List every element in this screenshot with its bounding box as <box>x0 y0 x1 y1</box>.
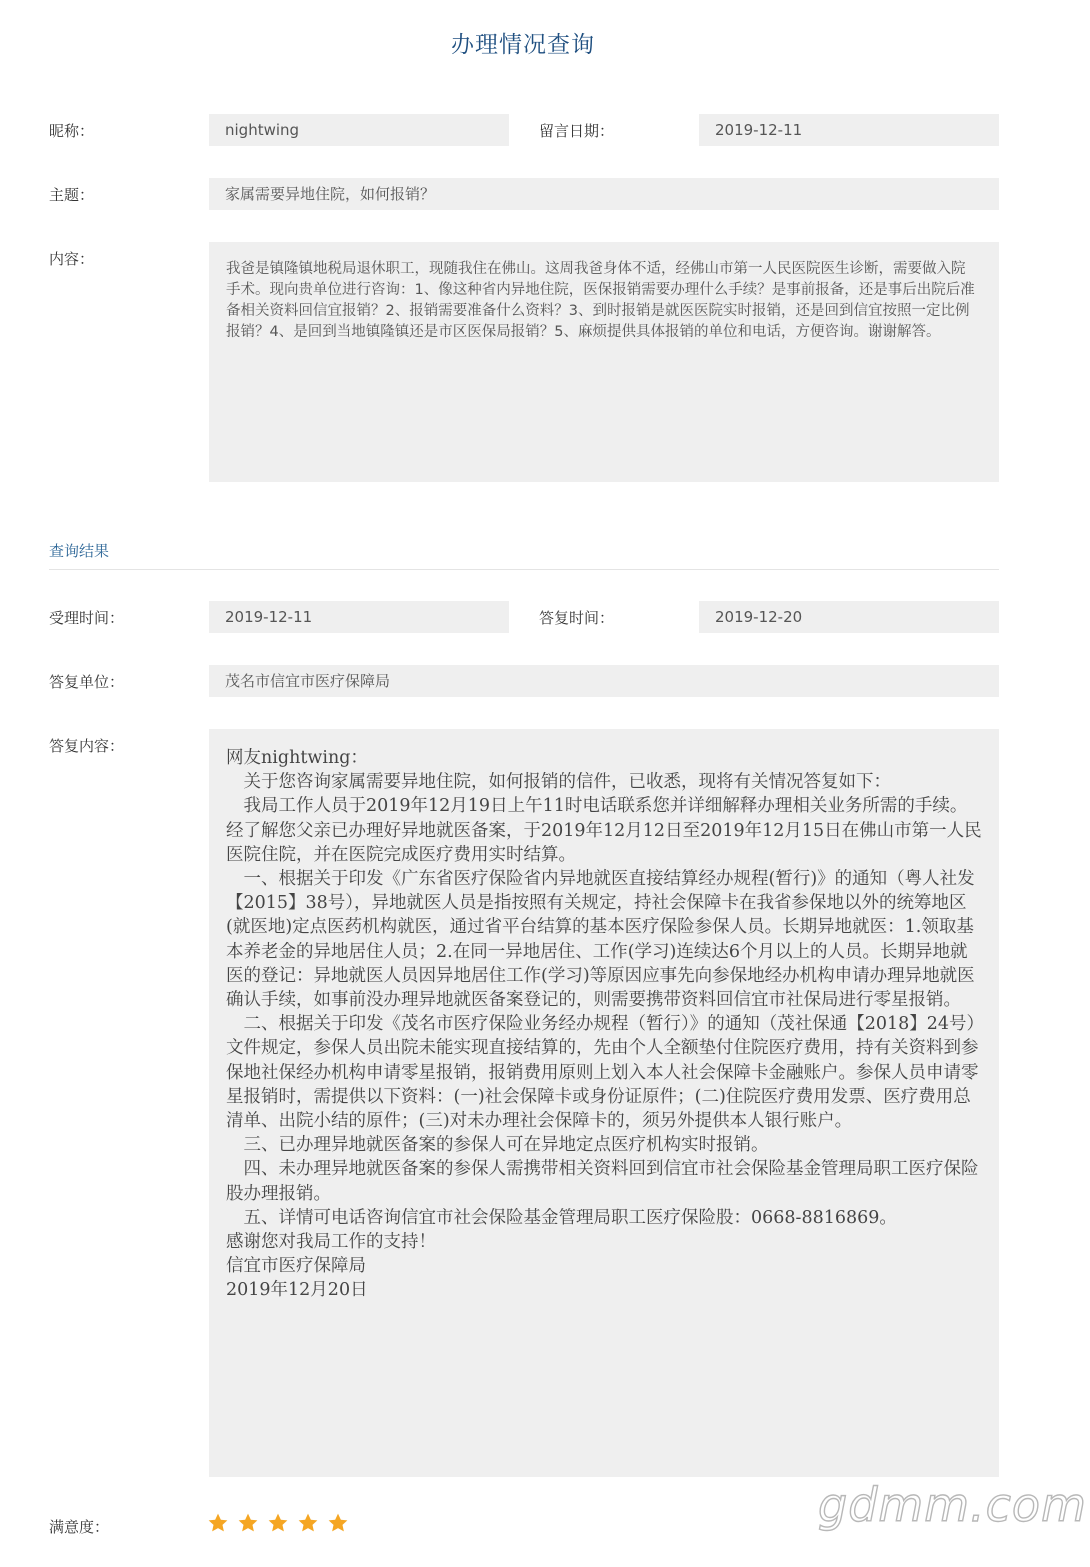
page-title: 办理情况查询 <box>451 32 595 58</box>
star-icon <box>327 1512 349 1534</box>
satisfaction-rating <box>207 1512 349 1534</box>
subject-field: 家属需要异地住院，如何报销？ <box>209 178 999 210</box>
reply-unit-label: 答复单位： <box>49 673 125 691</box>
date-label: 留言日期： <box>539 122 615 140</box>
site-watermark: gdmm.com <box>818 1478 1087 1532</box>
date-field: 2019-12-11 <box>699 114 999 146</box>
satisfaction-label: 满意度： <box>49 1518 110 1536</box>
content-label: 内容： <box>49 250 95 268</box>
section-divider <box>49 569 999 570</box>
content-field: 我爸是镇隆镇地税局退休职工，现随我住在佛山。这周我爸身体不适，经佛山市第一人民医院医生诊断，需要做入院手术。现向贵单位进行咨询：1、像这种省内异地住院，医保报销需要办理什么手续？是事前报备，还是事后出院后准备相关资料回信宜报销？2、报销需要准备什么资料？3、到时报销是就医医院实时报销，还是回到信宜按照一定比例报销？4、是回到当地镇隆镇还是市区医保局报销？5、麻烦提供具体报销的单位和电话，方便咨询。谢谢解答。 <box>209 242 999 482</box>
star-icon <box>237 1512 259 1534</box>
reply-content-label: 答复内容： <box>49 737 125 755</box>
reply-unit-field: 茂名市信宜市医疗保障局 <box>209 665 999 697</box>
subject-label: 主题： <box>49 186 95 204</box>
reply-time-field: 2019-12-20 <box>699 601 999 633</box>
reply-content-field: 网友nightwing： 关于您咨询家属需要异地住院，如何报销的信件，已收悉，现将有关情况答复如下： 我局工作人员于2019年12月19日上午11时电话联系您并详细解释办理相关业务所需的手续。经了解您父亲已办理好异地就医备案，于2019年12月12日至2019年12月15日在佛山市第一人民医院住院，并在医院完成医疗费用实时结算。 一、根据关于印发《广东省医疗保险省内异地就医直接结算经办规程(暂行)》的通知（粤人社发【2015】38号），异地就医人员是指按照有关规定，持社会保障卡在我省参保地以外的统筹地区(就医地)定点医药机构就医，通过省平台结算的基本医疗保险参保人员。长期异地就医：1.领取基本养老金的异地居住人员；2.在同一异地居住、工作(学习)连续达6个月以上的人员。长期异地就医的登记：异地就医人员因异地居住工作(学习)等原因应事先向参保地经办机构申请办理异地就医确认手续，如事前没办理异地就医备案登记的，则需要携带资料回信宜市社保局进行零星报销。 二、根据关于印发《茂名市医疗保险业务经办规程（暂行）》的通知（茂社保通【2018】24号）文件规定，参保人员出院未能实现直接结算的，先由个人全额垫付住院医疗费用，持有关资料到参保地社保经办机构申请零星报销，报销费用原则上划入本人社会保障卡金融账户。参保人员申请零星报销时，需提供以下资料：(一)社会保障卡或身份证原件；(二)住院医疗费用发票、医疗费用总清单、出院小结的原件；(三)对未办理社会保障卡的，须另外提供本人银行账户。 三、已办理异地就医备案的参保人可在异地定点医疗机构实时报销。 四、未办理异地就医备案的参保人需携带相关资料回到信宜市社会保险基金管理局职工医疗保险股办理报销。 五、详情可电话咨询信宜市社会保险基金管理局职工医疗保险股：0668-8816869。 感谢您对我局工作的支持！ 信宜市医疗保障局 2019年12月20日 <box>209 729 999 1477</box>
nickname-field: nightwing <box>209 114 509 146</box>
result-section-title: 查询结果 <box>49 542 110 560</box>
reply-time-label: 答复时间： <box>539 609 615 627</box>
nickname-label: 昵称： <box>49 122 95 140</box>
star-icon <box>297 1512 319 1534</box>
accept-time-label: 受理时间： <box>49 609 125 627</box>
accept-time-field: 2019-12-11 <box>209 601 509 633</box>
star-icon <box>207 1512 229 1534</box>
star-icon <box>267 1512 289 1534</box>
